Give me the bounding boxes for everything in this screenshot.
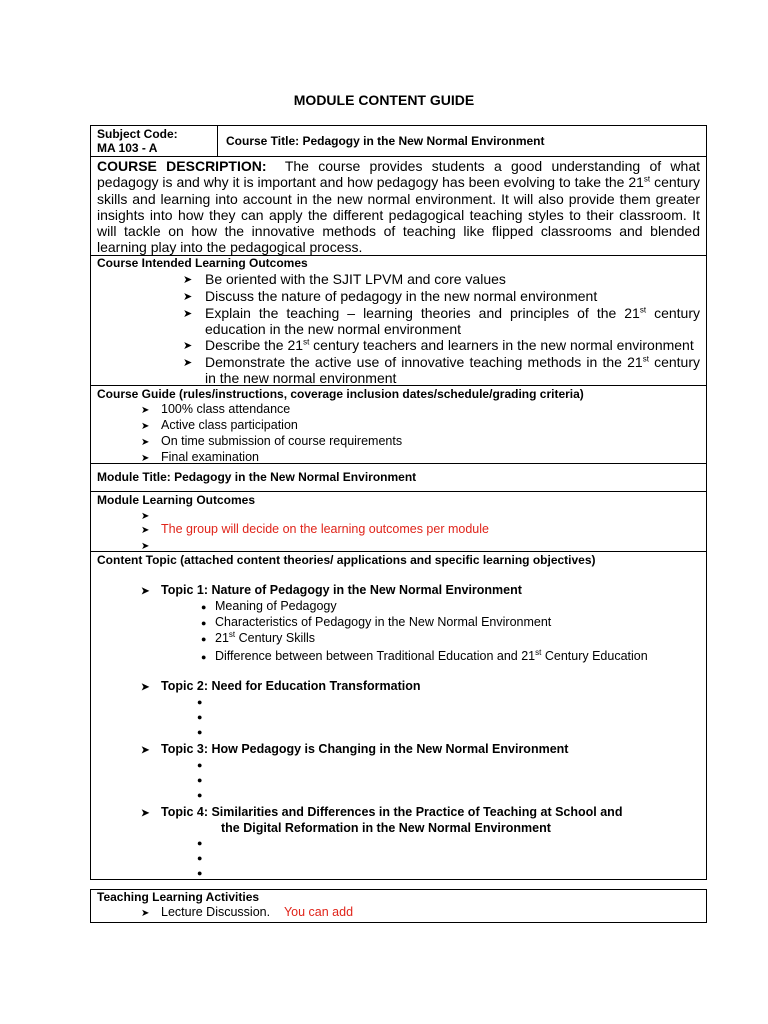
tla-item-text: Lecture Discussion. [161,905,271,919]
arrow-bullet-icon: ➤ [141,541,150,552]
description-text-2: century skills and learning into account in the new normal environment. It will also provide them greater insights into how they can apply the different pedagogical teaching styles to their classroom. It will tackle on how the innovative methods of teaching like flipped classrooms and blended learning play into the pedagogical process. [97,174,700,256]
arrow-bullet-icon: ➤ [183,340,193,352]
content-topic-section [91,552,706,879]
subject-code-cell [91,126,218,156]
arrow-bullet-icon: ➤ [141,745,150,756]
bullet-icon: ● [201,652,207,662]
topic-4-line-2: the Digital Reformation in the New Normal Environment [221,821,551,835]
arrow-bullet-icon: ➤ [141,421,150,432]
teaching-learning-activities [90,889,707,923]
description-text-1: The course provides students a good understanding of what pedagogy is and why it is important and how pedagogy has been evolving to take the 21 [97,158,700,191]
arrow-bullet-icon: ➤ [183,274,193,286]
ilo-item: ➤ Describe the 21st century teachers and learners in the new normal environment [183,337,694,353]
mlo-item [91,538,706,552]
guide-item: ➤ Active class participation [141,418,298,432]
description-sup: st [643,174,651,184]
course-description [91,157,706,256]
ilo-item: ➤ Discuss the nature of pedagogy in the new normal environment [183,288,598,304]
arrow-bullet-icon: ➤ [183,308,193,320]
ilo-item: ➤ Explain the teaching – learning theories and principles of the 21st century education in the new normal environment [183,305,700,337]
guide-item: ➤ Final examination [141,450,259,464]
bullet-icon: ● [201,618,207,628]
arrow-bullet-icon: ➤ [141,586,150,597]
arrow-bullet-icon: ➤ [141,682,150,693]
tla-note: You can add [283,905,354,919]
mlo-note: The group will decide on the learning outcomes per module [161,522,489,536]
arrow-bullet-icon: ➤ [141,525,150,536]
bullet-icon: ● [201,634,207,644]
topic-2: ➤ Topic 2: Need for Education Transformation [141,679,421,693]
ilo-heading: Course Intended Learning Outcomes [97,256,308,270]
arrow-bullet-icon: ➤ [183,291,193,303]
bullet-icon: ● [197,853,203,863]
mlo-item [91,522,706,538]
arrow-bullet-icon: ➤ [141,453,150,464]
tla-heading: Teaching Learning Activities [97,890,260,904]
bullet-icon: ● [197,838,203,848]
module-title: Module Title: Pedagogy in the New Normal Environment [91,464,706,492]
mlo-heading: Module Learning Outcomes [97,493,256,507]
arrow-bullet-icon: ➤ [141,511,150,522]
bullet-icon: ● [197,727,203,737]
guide-item: ➤ On time submission of course requirements [141,434,403,448]
bullet-icon: ● [197,868,203,878]
mlo-section [91,492,706,552]
arrow-bullet-icon: ➤ [141,808,150,819]
arrow-bullet-icon: ➤ [141,908,150,919]
description-label: COURSE DESCRIPTION: [97,158,267,174]
topic-1-item: ● 21st Century Skills [201,629,316,645]
ilo-item: ➤ Be oriented with the SJIT LPVM and core values [183,271,506,287]
ilo-section [91,256,706,386]
course-guide-section [91,386,706,464]
bullet-icon: ● [197,790,203,800]
arrow-bullet-icon: ➤ [183,357,193,369]
ilo-item: ➤ Demonstrate the active use of innovative teaching methods in the 21st century in the new normal environment [183,354,700,386]
topic-3: ➤ Topic 3: How Pedagogy is Changing in the New Normal Environment [141,742,569,756]
page-title: MODULE CONTENT GUIDE [293,92,475,108]
module-guide-table [90,125,707,880]
topic-1: ➤ Topic 1: Nature of Pedagogy in the New Normal Environment [141,583,522,597]
guide-item: ➤ 100% class attendance [141,402,291,416]
bullet-icon: ● [197,712,203,722]
topic-1-item: ● Characteristics of Pedagogy in the New Normal Environment [201,615,552,629]
mlo-item [91,508,706,522]
arrow-bullet-icon: ➤ [141,437,150,448]
topic-1-item: ● Difference between between Traditional Education and 21st Century Education [201,647,648,663]
subject-code-value: MA 103 - A [97,141,158,155]
bullet-icon: ● [201,602,207,612]
subject-code-label: Subject Code: [97,127,178,141]
header-row [91,126,706,157]
course-title: Course Title: Pedagogy in the New Normal Environment [226,134,545,148]
content-heading: Content Topic (attached content theories/ applications and specific learning objectives) [97,553,596,567]
guide-heading: Course Guide (rules/instructions, coverage inclusion dates/schedule/grading criteria) [97,387,584,401]
bullet-icon: ● [197,697,203,707]
topic-4: ➤ Topic 4: Similarities and Differences in the Practice of Teaching at School and [141,805,623,819]
tla-item [97,905,706,921]
bullet-icon: ● [197,775,203,785]
topic-1-item: ● Meaning of Pedagogy [201,599,337,613]
arrow-bullet-icon: ➤ [141,405,150,416]
bullet-icon: ● [197,760,203,770]
